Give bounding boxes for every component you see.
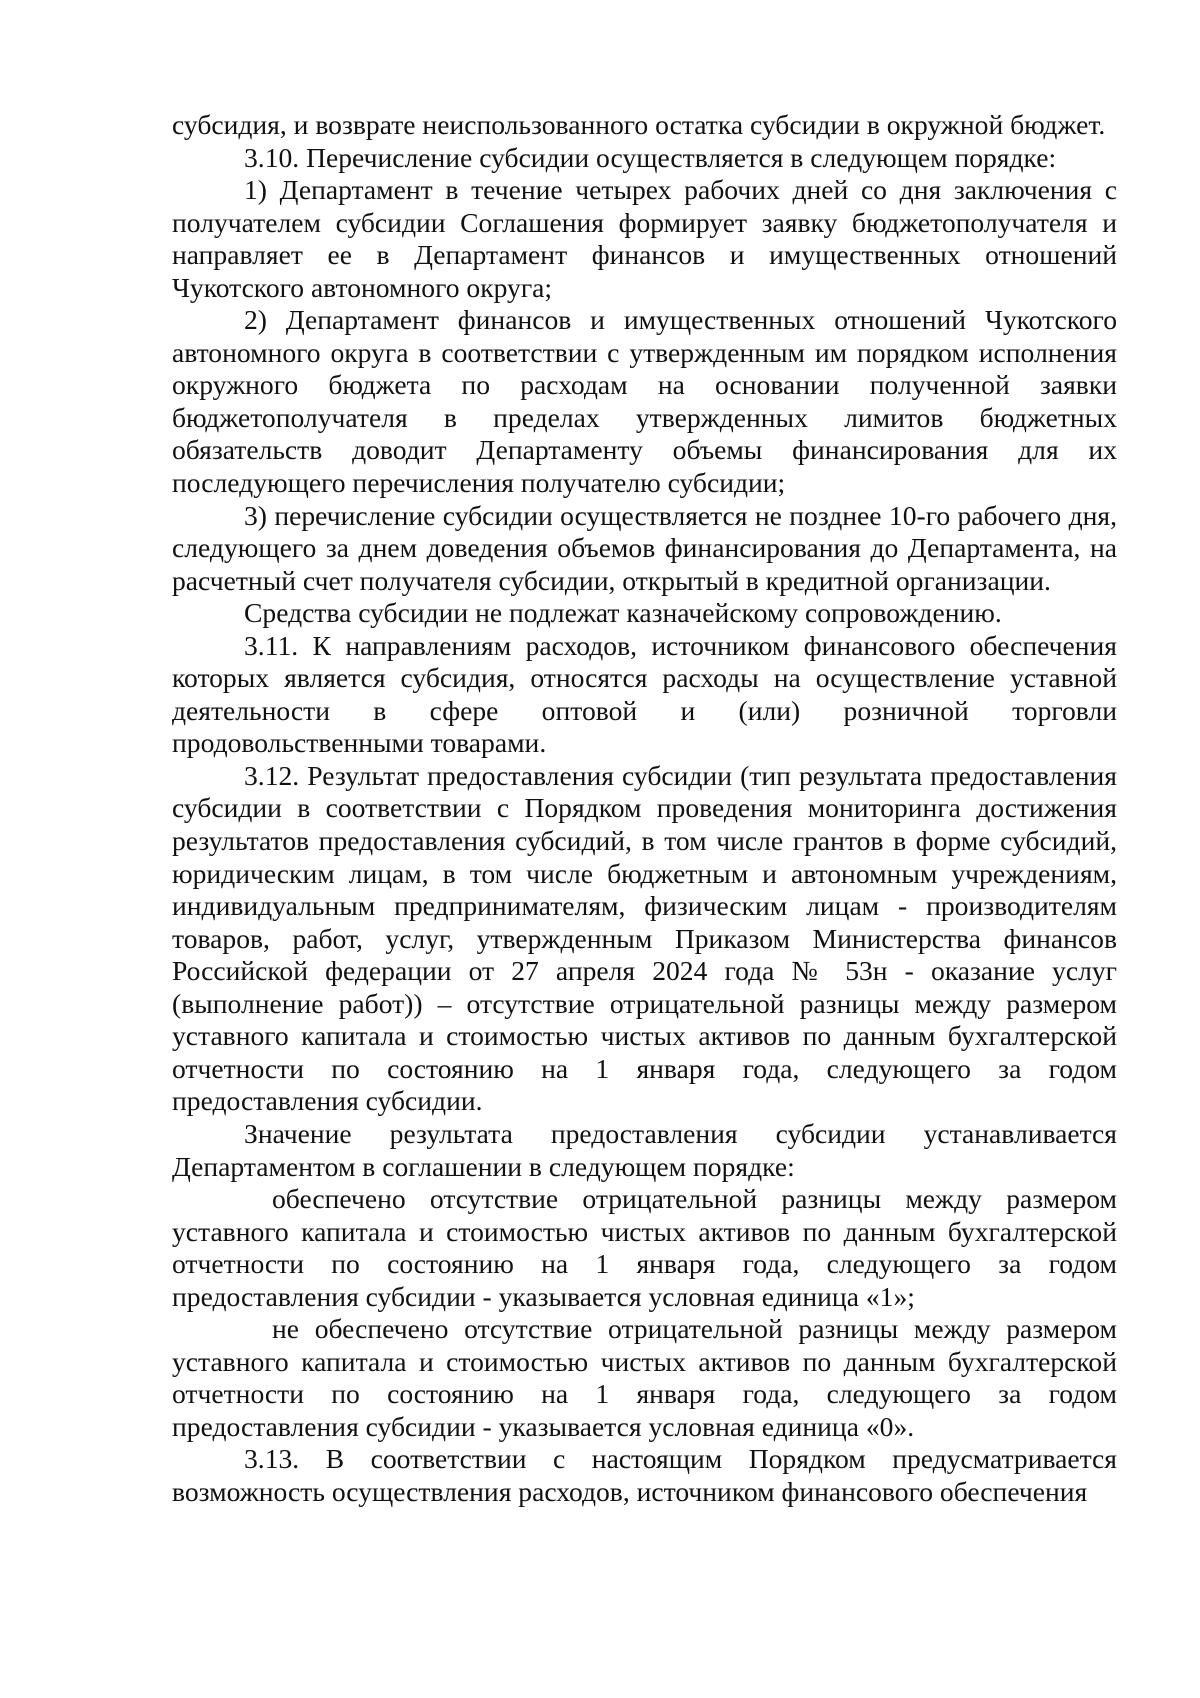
paragraph-3-10-item-1: 1) Департамент в течение четырех рабочих дней со дня заключения с получателем субсидии Соглашения формирует заявку бюджетополучателя и направляет ее в Департамент финансов и имущественных отношений Чукотского автономного округа; bbox=[172, 174, 1117, 303]
document-page bbox=[172, 109, 1117, 1509]
paragraph-3-10-item-2: 2) Департамент финансов и имущественных отношений Чукотского автономного округа в соответствии с утвержденным им порядком исполнения окружного бюджета по расходам на основании полученной заявки бюджетополучателя в пределах утвержденных лимитов бюджетных обязательств доводит Департаменту объемы финансирования для их последующего перечисления получателю субсидии; bbox=[172, 304, 1117, 499]
paragraph-treasury-note: Средства субсидии не подлежат казначейскому сопровождению. bbox=[244, 597, 1002, 629]
paragraph-3-12: 3.12. Результат предоставления субсидии (тип результата предоставления субсидии в соответствии с Порядком проведения мониторинга достижения результатов предоставления субсидий, в том числе грантов в форме субсидий, юридическим лицам, в том числе бюджетным и автономным учреждениям, индивидуальным предпринимателям, физическим лицам - производителям товаров, работ, услуг, утвержденным Приказом Министерства финансов Российской федерации от 27 апреля 2024 года № 53н - оказание услуг (выполнение работ)) – отсутствие отрицательной разницы между размером уставного капитала и стоимостью чистых активов по данным бухгалтерской отчетности по состоянию на 1 января года, следующего за годом предоставления субсидии. bbox=[172, 759, 1117, 1117]
paragraph-result-not-ensured: не обеспечено отсутствие отрицательной разницы между размером уставного капитала и стоимостью чистых активов по данным бухгалтерской отчетности по состоянию на 1 января года, следующего за годом предоставления субсидии - указывается условная единица «0». bbox=[172, 1313, 1117, 1442]
paragraph-continuation: субсидия, и возврате неиспользованного остатка субсидии в окружной бюджет. bbox=[172, 109, 1106, 140]
paragraph-3-10-item-3: 3) перечисление субсидии осуществляется не позднее 10-го рабочего дня, следующего за днем доведения объемов финансирования до Департамента, на расчетный счет получателя субсидии, открытый в кредитной организации. bbox=[172, 499, 1117, 596]
paragraph-result-value: Значение результата предоставления субсидии устанавливается Департаментом в соглашении в следующем порядке: bbox=[172, 1117, 1117, 1182]
paragraph-3-11: 3.11. К направлениям расходов, источником финансового обеспечения которых является субсидия, относятся расходы на осуществление уставной деятельности в сфере оптовой и (или) розничной торговли продовольственными товарами. bbox=[172, 629, 1117, 759]
paragraph-result-ensured: обеспечено отсутствие отрицательной разницы между размером уставного капитала и стоимостью чистых активов по данным бухгалтерской отчетности по состоянию на 1 января года, следующего за годом предоставления субсидии - указывается условная единица «1»; bbox=[172, 1183, 1117, 1312]
paragraph-3-13: 3.13. В соответствии с настоящим Порядком предусматривается возможность осуществления расходов, источником финансового обеспечения bbox=[172, 1443, 1117, 1507]
paragraph-3-10: 3.10. Перечисление субсидии осуществляется в следующем порядке: bbox=[244, 141, 1057, 173]
